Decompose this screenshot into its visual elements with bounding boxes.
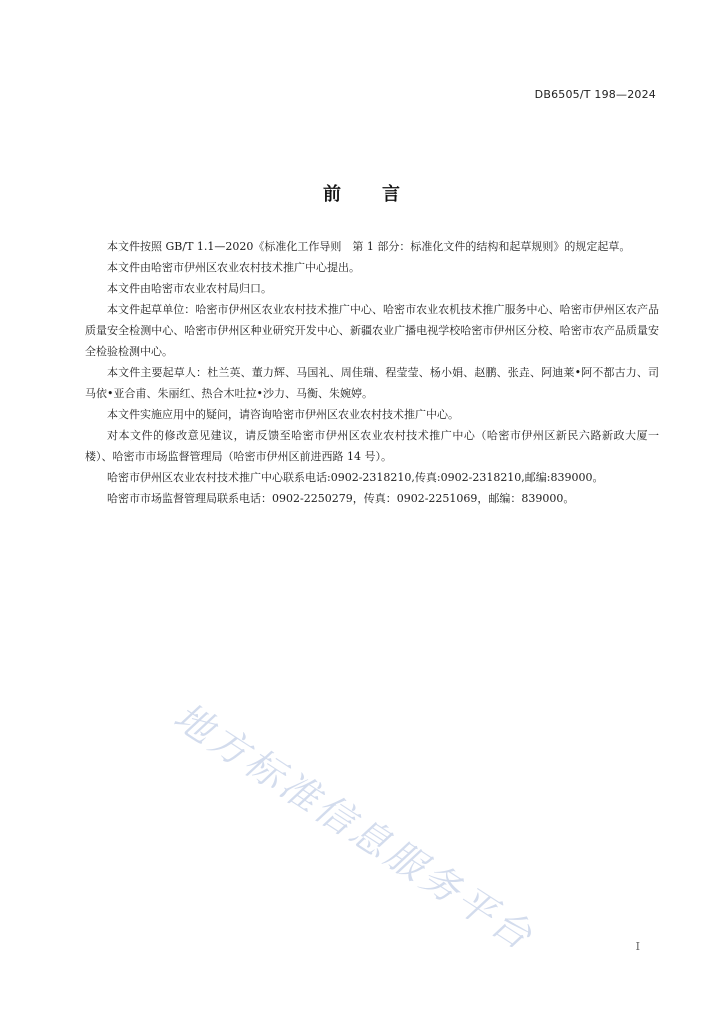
paragraph-contact-bureau: 哈密市市场监督管理局联系电话：0902-2250279，传真：0902-2251069，邮编：839000。 [107,492,575,505]
page-title [0,180,724,206]
paragraph-inquiries: 本文件实施应用中的疑问，请咨询哈密市伊州区农业农村技术推广中心。 [107,408,459,421]
paragraph-feedback: 对本文件的修改意见建议，请反馈至哈密市伊州区农业农村技术推广中心（哈密市伊州区新民六路新政大厦一楼）、哈密市市场监督管理局（哈密市伊州区前进西路 14 号）。 [85,429,659,463]
title-char-1: 前 [323,184,342,205]
paragraph-drafting-units: 本文件起草单位：哈密市伊州区农业农村技术推广中心、哈密市农业农机技术推广服务中心、哈密市伊州区农产品质量安全检测中心、哈密市伊州区种业研究开发中心、新疆农业广播电视学校哈密市伊州区分校、哈密市农产品质量安全检验检测中心。 [85,303,659,358]
paragraph-contact-center: 哈密市伊州区农业农村技术推广中心联系电话:0902-2318210,传真:0902-2318210,邮编:839000。 [107,471,604,484]
paragraph-drafting-rules: 本文件按照 GB/T 1.1—2020《标准化工作导则 第 1 部分：标准化文件的结构和起草规则》的规定起草。 [107,240,631,253]
paragraph-drafters: 本文件主要起草人：杜兰英、董力辉、马国礼、周佳瑞、程莹莹、杨小娟、赵鹏、张垚、阿迪莱•阿不都古力、司马依•亚合甫、朱丽红、热合木吐拉•沙力、马衡、朱婉婷。 [85,366,659,400]
watermark: 地方标准信息服务平台 [166,693,543,960]
document-code: DB6505/T 198—2024 [534,88,656,101]
title-char-2: 言 [382,184,401,205]
page-number: I [635,940,640,953]
paragraph-administrator: 本文件由哈密市农业农村局归口。 [107,282,272,295]
preface-body [85,236,659,509]
paragraph-proposer: 本文件由哈密市伊州区农业农村技术推广中心提出。 [107,261,360,274]
